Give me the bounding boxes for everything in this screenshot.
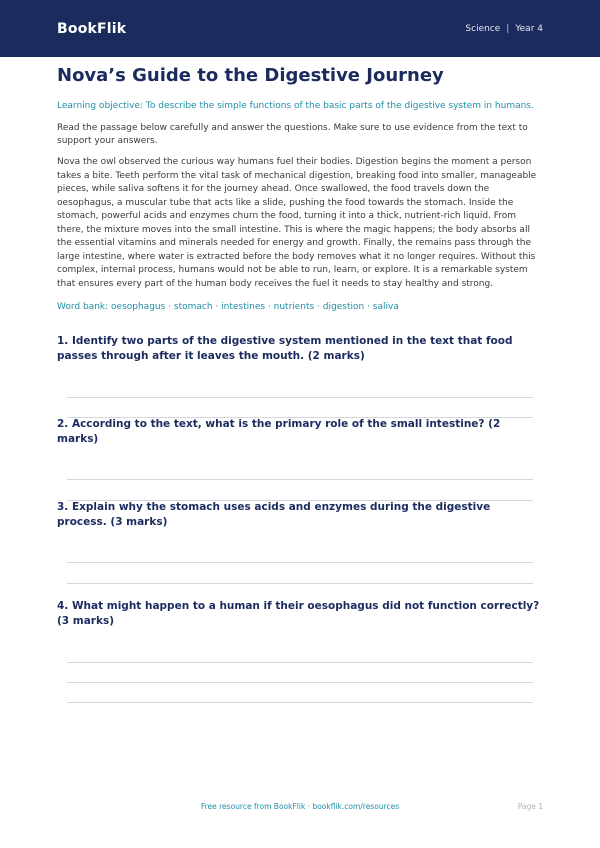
- question-block-4: [57, 599, 543, 703]
- brand-logo: BookFlik: [57, 20, 127, 37]
- year-label: Year 4: [515, 23, 543, 34]
- word-bank: Word bank: oesophagus · stomach · intestines · nutrients · digestion · saliva: [57, 302, 399, 312]
- worksheet-content: [57, 64, 543, 703]
- answer-line[interactable]: [67, 397, 533, 398]
- question-block-3: [57, 500, 543, 584]
- header-meta: [465, 24, 543, 34]
- subject-label: Science: [465, 23, 501, 34]
- learning-objective: Learning objective: To describe the simple functions of the basic parts of the digestive system in humans.: [57, 101, 534, 111]
- question-block-1: [57, 334, 543, 418]
- page-title: Nova’s Guide to the Digestive Journey: [57, 65, 444, 86]
- question-block-2: [57, 417, 543, 501]
- answer-line[interactable]: [67, 583, 533, 584]
- header-separator: |: [506, 23, 510, 34]
- answer-line[interactable]: [67, 479, 533, 480]
- question-2: 2. According to the text, what is the primary role of the small intestine? (2 marks): [57, 418, 501, 445]
- answer-line[interactable]: [67, 682, 533, 683]
- page-footer: [0, 800, 600, 814]
- page-header: [0, 0, 600, 57]
- question-1: 1. Identify two parts of the digestive system mentioned in the text that food passes through after it leaves the mouth. (2 marks): [57, 335, 513, 362]
- answer-line[interactable]: [67, 562, 533, 563]
- reading-passage: Nova the owl observed the curious way humans fuel their bodies. Digestion begins the moment a person takes a bite. Teeth perform the vital task of mechanical digestion, breaking food into smaller, manageable pieces, while saliva softens it for the journey ahead. Once swallowed, the food travels down the oesophagus, a muscular tube that acts like a slide, pushing the food towards the stomach. Inside the stomach, powerful acids and enzymes churn the food, turning it into a thick, nutrient-rich liquid. From there, the mixture moves into the small intestine. This is where the magic happens; the body absorbs all the essential vitamins and minerals needed for energy and growth. Finally, the remains pass through the large intestine, where water is extracted before the body removes what it no longer requires. Without this complex, internal process, humans would not be able to run, learn, or explore. It is a remarkable system that ensures every part of the human body receives the fuel it needs to stay healthy and strong.: [57, 157, 537, 289]
- answer-line[interactable]: [67, 702, 533, 703]
- question-4: 4. What might happen to a human if their oesophagus did not function correctly? (3 marks): [57, 600, 540, 627]
- instructions: Read the passage below carefully and answer the questions. Make sure to use evidence from the text to support your answers.: [57, 123, 528, 146]
- footer-resource-link[interactable]: Free resource from BookFlik · bookflik.com/resources: [200, 802, 400, 811]
- question-3: 3. Explain why the stomach uses acids and enzymes during the digestive process. (3 marks): [57, 501, 491, 528]
- answer-line[interactable]: [67, 662, 533, 663]
- page-number: Page 1: [517, 802, 543, 811]
